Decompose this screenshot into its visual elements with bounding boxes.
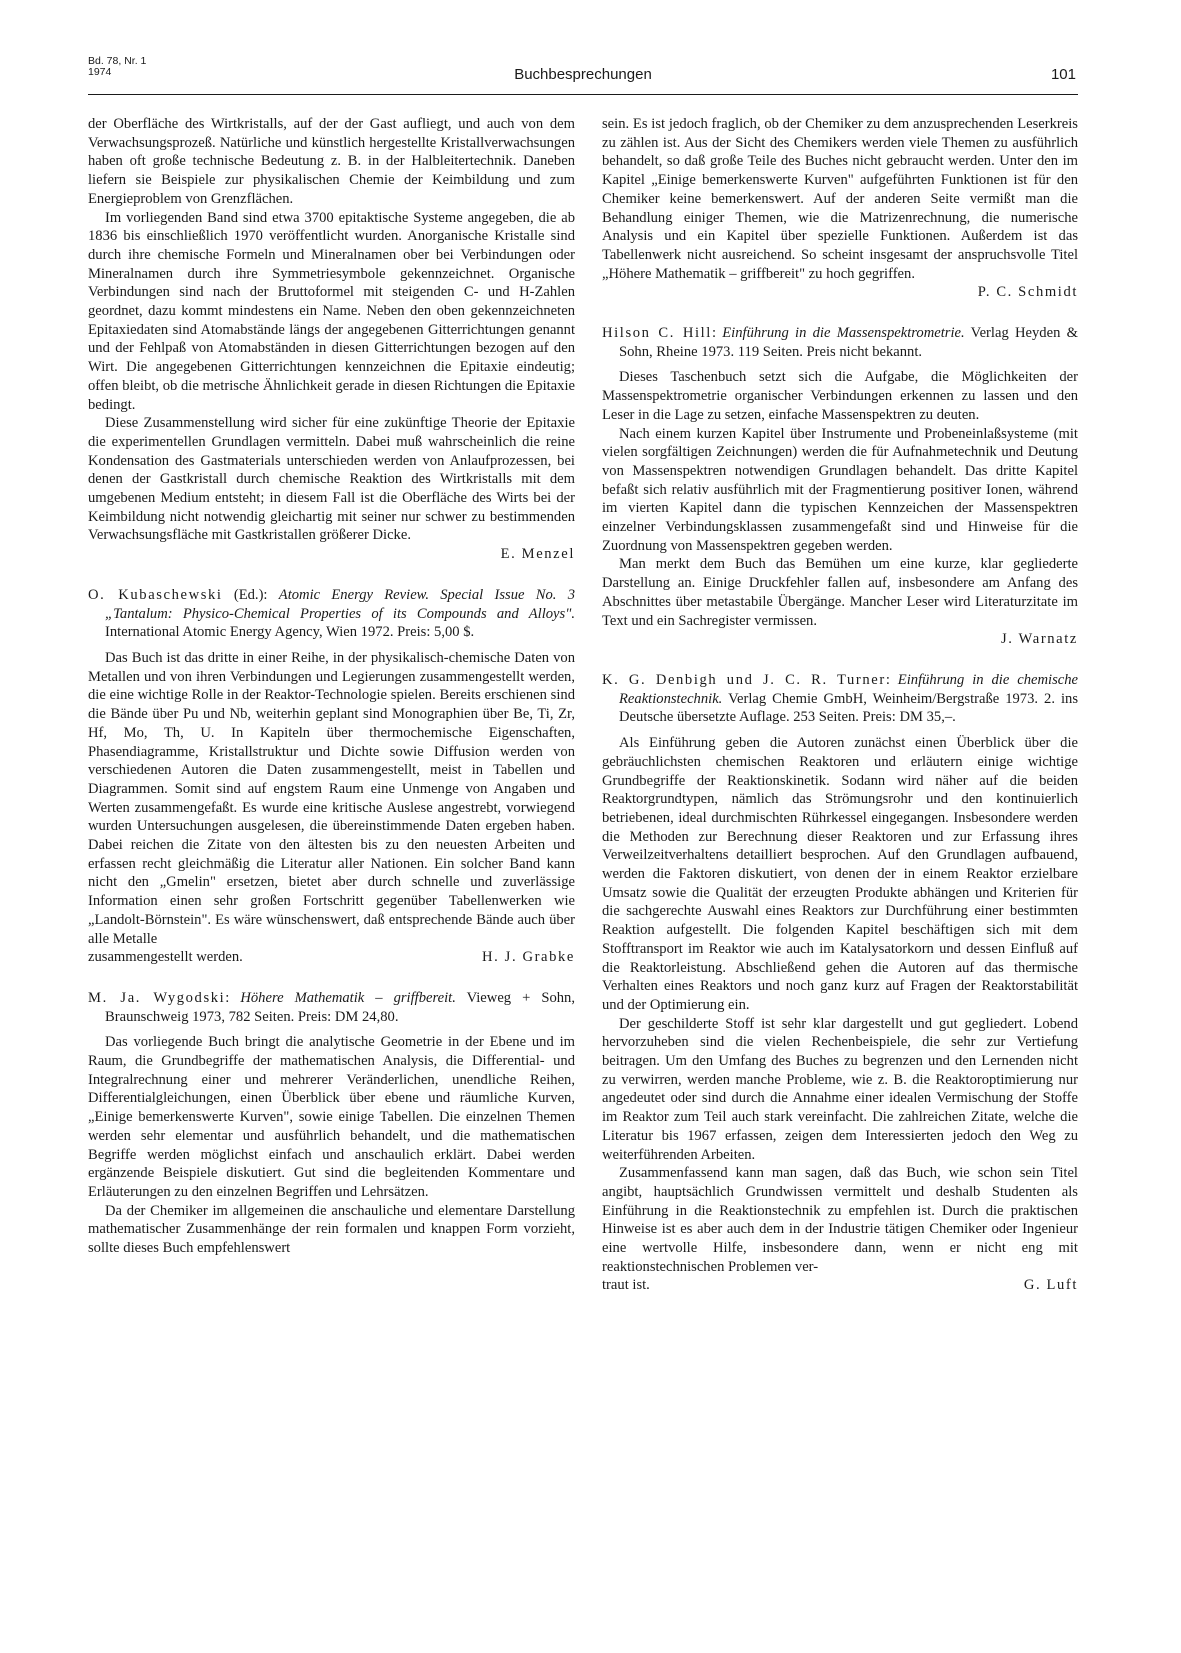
reviewer-signature: E. Menzel <box>500 546 575 563</box>
review-paragraph: sein. Es ist jedoch fraglich, ob der Chemiker zu dem anzusprechenden Leserkreis zu zählen ist. Aus der Sicht des Chemikers werden viele Themen zu ausführlich behandelt, so daß große Teile des Buches nicht gebraucht werden. Unter den im Kapitel „Einige bemerkenswerte Kurven" aufgeführten Funktionen ist für den Chemiker keine bemerkenswert. Auf der anderen Seite vermißt man die Behandlung einiger Themen, wie die Matrizenrechnung, die numerische Analysis und ein Kapitel über spezielle Funktionen. Außerdem ist das Tabellenwerk nicht ausreichend. So scheint insgesamt der anspruchsvolle Titel „Höhere Mathematik – griffbereit" zu hoch gegriffen. <box>602 116 1078 282</box>
final-line-text: traut ist. <box>602 1277 650 1294</box>
review-paragraph: Dieses Taschenbuch setzt sich die Aufgabe, die Möglichkeiten der Massenspektrometrie organischer Verbindungen erkennen zu lassen und den Leser in die Lage zu setzen, einfache Massenspektren zu deuten. <box>602 369 1078 423</box>
book-title: Atomic Energy Review. Special Issue No. 3 „Tantalum: Physico-Chemical Properties of its Compounds and Alloys". <box>105 586 576 622</box>
review-heading <box>88 586 575 642</box>
reviewer-signature: J. Warnatz <box>1001 631 1078 648</box>
review-final-line <box>602 1276 1078 1295</box>
page-number: 101 <box>1050 66 1076 83</box>
heading-separator: : <box>885 671 898 688</box>
final-line-text: zusammengestellt werden. <box>88 949 243 966</box>
reviewer-signature: H. J. Grabke <box>482 949 575 966</box>
book-author: Hilson C. Hill <box>602 325 712 342</box>
right-column <box>602 115 1078 1295</box>
heading-separator: : <box>225 989 241 1006</box>
left-column <box>88 115 575 1258</box>
review-paragraph: Man merkt dem Buch das Bemühen um eine kurze, klar gegliederte Darstellung an. Einige Druckfehler fallen auf, insbesondere am Anfang des Abschnittes über metastabile Übergänge. Mancher Leser wird Literaturzitate im Text und ein Sachregister vermissen. <box>602 556 1078 629</box>
book-title: Einführung in die Massenspektrometrie. <box>722 325 965 342</box>
review-paragraph: Der geschilderte Stoff ist sehr klar dargestellt und gut gegliedert. Lobend hervorzuheben sind die vielen Rechenbeispiele, die sehr zur Vertiefung beitragen. Um den Umfang des Buches zu begrenzen und den Lernenden nicht zu verwirren, werden manche Probleme, wie z. B. die Reaktoroptimierung nur angedeutet oder sind durch die Annahme einer idealen Vermischung der Stoffe im Reaktor zum Teil auch stark vereinfacht. Die zahlreichen Zitate, welche die Literatur bis 1967 erfassen, zeigen dem Interessierten jedoch den Weg zu weiterführenden Arbeiten. <box>602 1015 1078 1163</box>
review-paragraph: Das Buch ist das dritte in einer Reihe, in der physikalisch-chemische Daten von Metallen und von ihren Verbindungen und Legierungen zusammengestellt werden, die eine wichtige Rolle in der Reaktor-Technologie spielen. Bereits erschienen sind die Bände über Pu und Nb, weiterhin geplant sind Monographien über Be, Ti, Zr, Hf, Mo, Th, U. In Kapiteln über thermochemische Eigenschaften, Phasendiagramme, Kristallstruktur und Dichte sowie Diffusion werden von verschiedenen Autoren die Daten zusammengestellt, meist in Tabellen und Diagrammen. Somit sind auf engstem Raum eine Unmenge von Angaben und Werten zusammengefaßt. Es wurde eine kritische Auslese angestrebt, vorwiegend wurden Untersuchungen ausgelesen, die übereinstimmende Daten ergeben haben. Dabei reichen die Zitate von den ältesten bis zu den neuesten Arbeiten und erfassen recht gleichmäßig die Literatur aller Nationen. Ein solcher Band kann nicht den „Gmelin" ersetzen, bietet aber durch schnelle und zuverlässige Information einen sehr großen Fortschritt gegenüber Tabellenwerken wie „Landolt-Börnstein". Es wäre wünschenswert, daß entsprechende Bände auch über alle Metalle <box>88 649 575 947</box>
review-final-line <box>88 948 575 967</box>
review-paragraph: Da der Chemiker im allgemeinen die anschauliche und elementare Darstellung mathematischer Zusammenhänge der rein formalen und knappen Form vorzieht, sollte dieses Buch empfehlenswert <box>88 1202 575 1257</box>
review-heading <box>602 671 1078 727</box>
reviewer-signature: G. Luft <box>1023 1277 1078 1294</box>
review-heading <box>88 989 575 1026</box>
book-publisher: Verlag Heyden & Sohn, Rheine 1973. 119 Seiten. Preis nicht bekannt. <box>619 325 1078 360</box>
book-author: K. G. Denbigh und J. C. R. Turner <box>602 671 886 688</box>
editor-note: (Ed.): <box>222 586 279 603</box>
volume-year: 1974 <box>88 66 112 78</box>
book-author: O. Kubaschewski <box>88 586 223 603</box>
running-title: Buchbesprechungen <box>514 66 652 83</box>
review-paragraph: Im vorliegenden Band sind etwa 3700 epitaktische Systeme angegeben, die ab 1836 bis einschließlich 1970 veröffentlicht wurden. Anorganische Kristalle sind durch ihre chemische Formeln und Mineralnamen ober bei Verbindungen oder Mineralnamen durch ihre Symmetriesymbole gekennzeichnet. Organische Verbindungen sind nach der Bruttoformel mit steigenden C- und H-Zahlen geordnet, dazu kommt mindestens ein Name. Neben den oben gekennzeichneten Epitaxiedaten sind Atomabstände längs der angegebenen Gitterrichtungen genannt und der Fehlpaß von Atomabständen in diesen Gitterrichtungen bezogen auf den Wirt. Die angegebenen Gitterrichtungen kennzeichnen die Epitaxie eindeutig; offen bleibt, ob die metrische Ähnlichkeit gerade in diesen Richtungen die Epitaxie bedingt. <box>88 209 575 413</box>
review-heading <box>602 324 1078 361</box>
book-publisher: Verlag Chemie GmbH, Weinheim/Bergstraße 1973. 2. ins Deutsche übersetzte Auflage. 253 Seiten. Preis: DM 35,–. <box>619 690 1078 726</box>
reviewer-signature: P. C. Schmidt <box>977 284 1078 301</box>
book-title: Höhere Mathematik – griffbereit. <box>240 989 456 1006</box>
review-paragraph: Nach einem kurzen Kapitel über Instrumente und Probeneinlaßsysteme (mit vielen sorgfältigen Zeichnungen) werden die für Aufnahmetechnik und Deutung von Massenspektren notwendigen Grundlagen behandelt. Das dritte Kapitel befaßt sich relativ ausführlich mit der Fragmentierung positiver Ionen, während im vierten Kapitel dann die typischen Kennzeichen der Massenspektren einzelner Verbindungsklassen zusammengefaßt sind und Hinweise für die Zuordnung von Massenspektren gegeben werden. <box>602 425 1078 554</box>
heading-separator: : <box>711 325 723 342</box>
book-publisher: Vieweg + Sohn, Braunschweig 1973, 782 Seiten. Preis: DM 24,80. <box>105 989 575 1025</box>
review-paragraph: der Oberfläche des Wirtkristalls, auf der der Gast aufliegt, und auch von dem Verwachsungsprozeß. Natürliche und künstlich hergestellte Kristallverwachsungen haben oft große technische Bedeutung z. B. in der Halbleitertechnik. Daneben liefern sie Beispiele zur physikalischen Chemie der Keimbildung und zum Energieproblem von Grenzflächen. <box>88 116 575 207</box>
volume-number: Bd. 78, Nr. 1 <box>88 55 147 67</box>
review-paragraph: Das vorliegende Buch bringt die analytische Geometrie in der Ebene und im Raum, die Grundbegriffe der mathematischen Analysis, die Differential- und Integralrechnung einer und mehrerer Veränderlichen, unendliche Reihen, Differentialgleichungen, einen Überblick über ebene und räumliche Kurven, „Einige bemerkenswerte Kurven", sowie einige Tabellen. Die einzelnen Themen werden sehr elementar und ausführlich behandelt, und die mathematischen Begriffe werden möglichst einfach und anschaulich erklärt. Dabei werden ergänzende Beispiele diskutiert. Gut sind die begleitenden Kommentare und Erläuterungen zu den einzelnen Begriffen und Lehrsätzen. <box>88 1034 575 1200</box>
review-paragraph: Zusammenfassend kann man sagen, daß das Buch, wie schon sein Titel angibt, hauptsächlich Grundwissen vermittelt und deshalb Studenten als Einführung in die Reaktionstechnik zu empfehlen ist. Durch die praktischen Hinweise ist es aber auch dem in der Industrie tätigen Chemiker oder Ingenieur eine wertvolle Hilfe, insbesondere dann, wenn er nicht eng mit reaktionstechnischen Problemen ver- <box>602 1165 1078 1275</box>
review-paragraph: Als Einführung geben die Autoren zunächst einen Überblick über die gebräuchlichsten chemischen Reaktoren und erläutern einige wichtige Grundbegriffe der Reaktionskinetik. Sodann wird näher auf die beiden Reaktorgrundtypen, nämlich das Strömungsrohr und den kontinuierlich betriebenen, ideal durchmischten Rührkessel eingegangen. Insbesondere werden die Methoden zur Berechnung dieser Reaktoren und zur Erfassung ihres Verweilzeitverhaltens detailliert besprochen. Auf den Grundlagen aufbauend, werden die Faktoren diskutiert, von denen der in einem Reaktor erzielbare Umsatz sowie die Qualität der erzeugten Produkte abhängen und Kriterien für die sachgerechte Auswahl eines Reaktors zur Durchführung einer bestimmten Reaktion aufgestellt. Die folgenden Kapitel beschäftigen sich mit dem Stofftransport im Reaktor wie auch im Katalysatorkorn und dessen Einfluß auf die Reaktorleistung. Abschließend gehen die Autoren auf das thermische Verhalten eines Reaktors und noch ganz kurz auf Fragen der Reaktorstabilität und der Optimierung ein. <box>602 735 1078 1013</box>
review-paragraph: Diese Zusammenstellung wird sicher für eine zukünftige Theorie der Epitaxie die experimentellen Grundlagen vermitteln. Dabei muß wahrscheinlich die reine Kondensation des Gastmaterials unterschieden werden von Anlaufprozessen, bei denen der Gastkristall durch chemische Reaktion des Wirtkristalls mit dem umgebenen Medium entsteht; in diesem Fall ist die Oberfläche des Wirts bei der Keimbildung nicht notwendig gleichartig mit seiner nur schwer zu bestimmenden Verwachsungsfläche mit Gastkristallen größerer Dicke. <box>88 415 575 544</box>
book-title: Einführung in die chemische Reaktionstechnik. <box>619 671 1079 707</box>
page-header <box>88 52 1078 95</box>
book-publisher: International Atomic Energy Agency, Wien 1972. Preis: 5,00 $. <box>105 624 475 641</box>
book-author: M. Ja. Wygodski <box>88 989 226 1006</box>
